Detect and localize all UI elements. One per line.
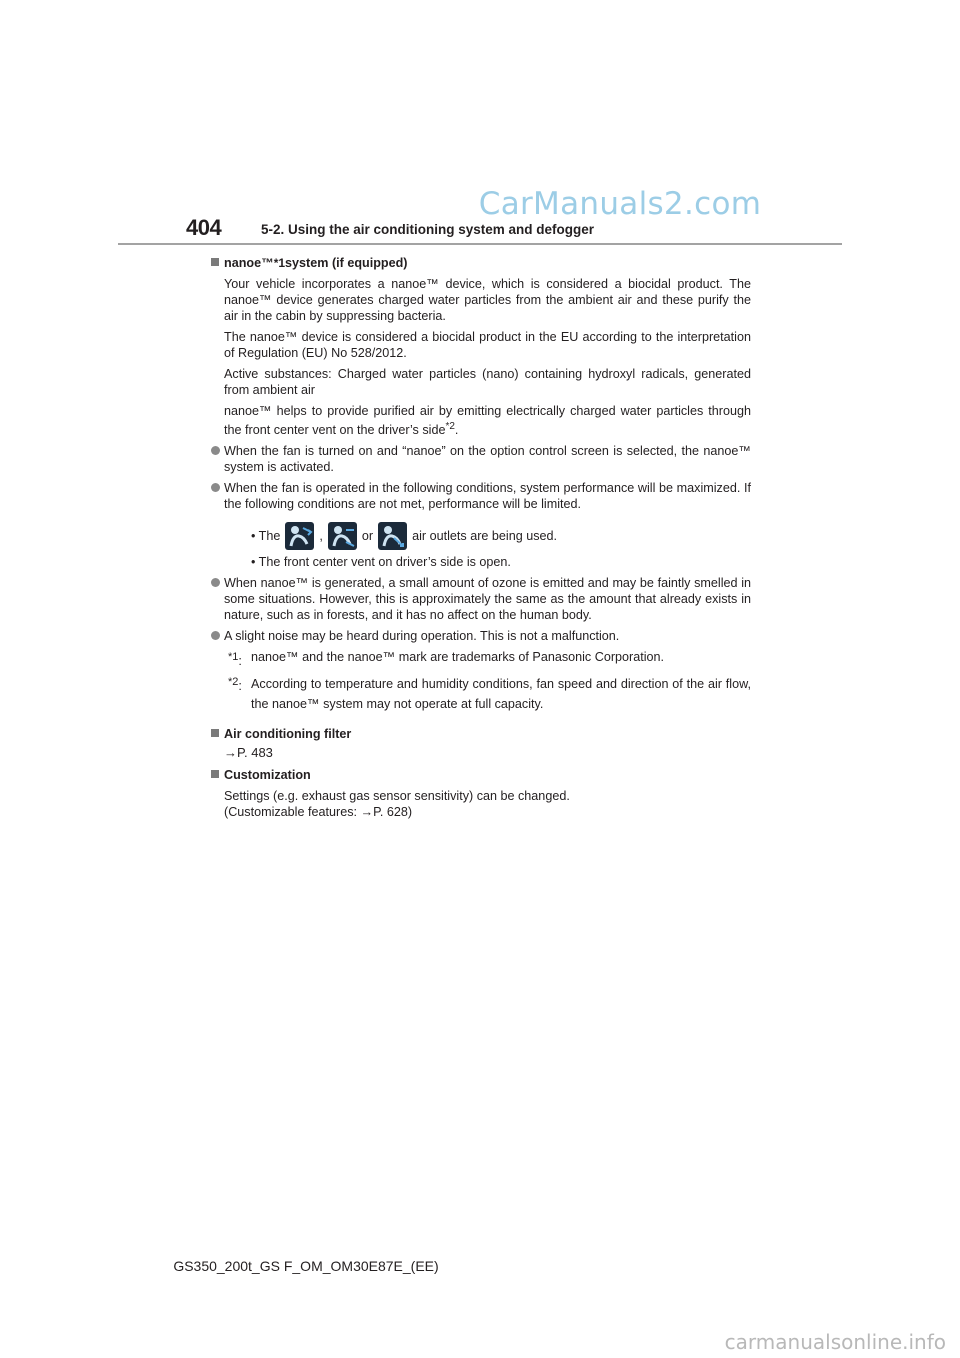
page-content bbox=[211, 255, 751, 820]
round-bullet-icon bbox=[211, 483, 220, 492]
sub-item-front-vent: • The front center vent on driver’s side is open. bbox=[251, 555, 511, 570]
round-bullet-icon bbox=[211, 631, 220, 640]
list-item: When the fan is turned on and “nanoe” on the option control screen is selected, the nanoe™ system is activated. bbox=[211, 443, 751, 475]
filter-heading: Air conditioning filter bbox=[211, 726, 751, 742]
customization-para-1: Settings (e.g. exhaust gas sensor sensitivity) can be changed. bbox=[224, 789, 570, 804]
customization-heading: Customization bbox=[211, 767, 751, 783]
page-number: 404 bbox=[186, 215, 222, 240]
list-item: When the fan is operated in the following conditions, system performance will be maximized. If the following conditions are not met, performance will be limited. bbox=[211, 480, 751, 512]
nanoe-para-2: The nanoe™ device is considered a biocidal product in the EU according to the interpretation of Regulation (EU) No 528/2012. bbox=[224, 330, 751, 360]
section-title: 5-2. Using the air conditioning system and defogger bbox=[261, 222, 595, 237]
nanoe-para-1: Your vehicle incorporates a nanoe™ device, which is considered a biocidal product. The nanoe™ device generates charged water particles from the ambient air and these purify the air in the cabin by suppressing bacteria. bbox=[224, 277, 751, 323]
round-bullet-icon bbox=[211, 446, 220, 455]
footnote-1: $^{*1}$: nanoe™ and the nanoe™ mark are trademarks of Panasonic Corporation. bbox=[228, 650, 665, 669]
watermark-top: CarManuals2.com bbox=[478, 186, 762, 222]
bi-level-vent-mode-icon bbox=[328, 522, 357, 550]
air-outlet-modes: • The , or air outlets are being used. bbox=[251, 522, 751, 550]
customization-para-2: (Customizable features: →P. 628) bbox=[224, 805, 413, 820]
square-bullet-icon bbox=[211, 770, 219, 778]
nanoe-heading: nanoe™ *1 system (if equipped) bbox=[211, 255, 751, 271]
list-item: A slight noise may be heard during operation. This is not a malfunction. bbox=[211, 628, 751, 644]
watermark-bottom: carmanualsonline.info bbox=[724, 1330, 946, 1354]
face-vent-mode-icon bbox=[285, 522, 314, 550]
nanoe-para-4: nanoe™ helps to provide purified air by emitting electrically charged water particles through the front center vent on the driver’s side$^{*2}$. bbox=[224, 404, 751, 438]
filter-page-link[interactable]: →P. 483 bbox=[224, 745, 273, 761]
footnote-2: $^{*2}$: According to temperature and humidity conditions, fan speed and direction of the air flow, the nanoe™ system may not operate at full capacity. bbox=[228, 676, 751, 712]
square-bullet-icon bbox=[211, 729, 219, 737]
document-code: GS350_200t_GS F_OM_OM30E87E_(EE) bbox=[173, 1258, 439, 1274]
feet-vent-mode-icon bbox=[378, 522, 407, 550]
square-bullet-icon bbox=[211, 258, 219, 266]
header-rule bbox=[118, 243, 842, 245]
nanoe-para-3: Active substances: Charged water particles (nano) containing hydroxyl radicals, generated from ambient air bbox=[224, 367, 751, 397]
round-bullet-icon bbox=[211, 578, 220, 587]
list-item: When nanoe™ is generated, a small amount of ozone is emitted and may be faintly smelled in some situations. However, this is approximately the same as the amount that already exists in nature, such as in forests, and it has no affect on the human body. bbox=[211, 575, 751, 623]
